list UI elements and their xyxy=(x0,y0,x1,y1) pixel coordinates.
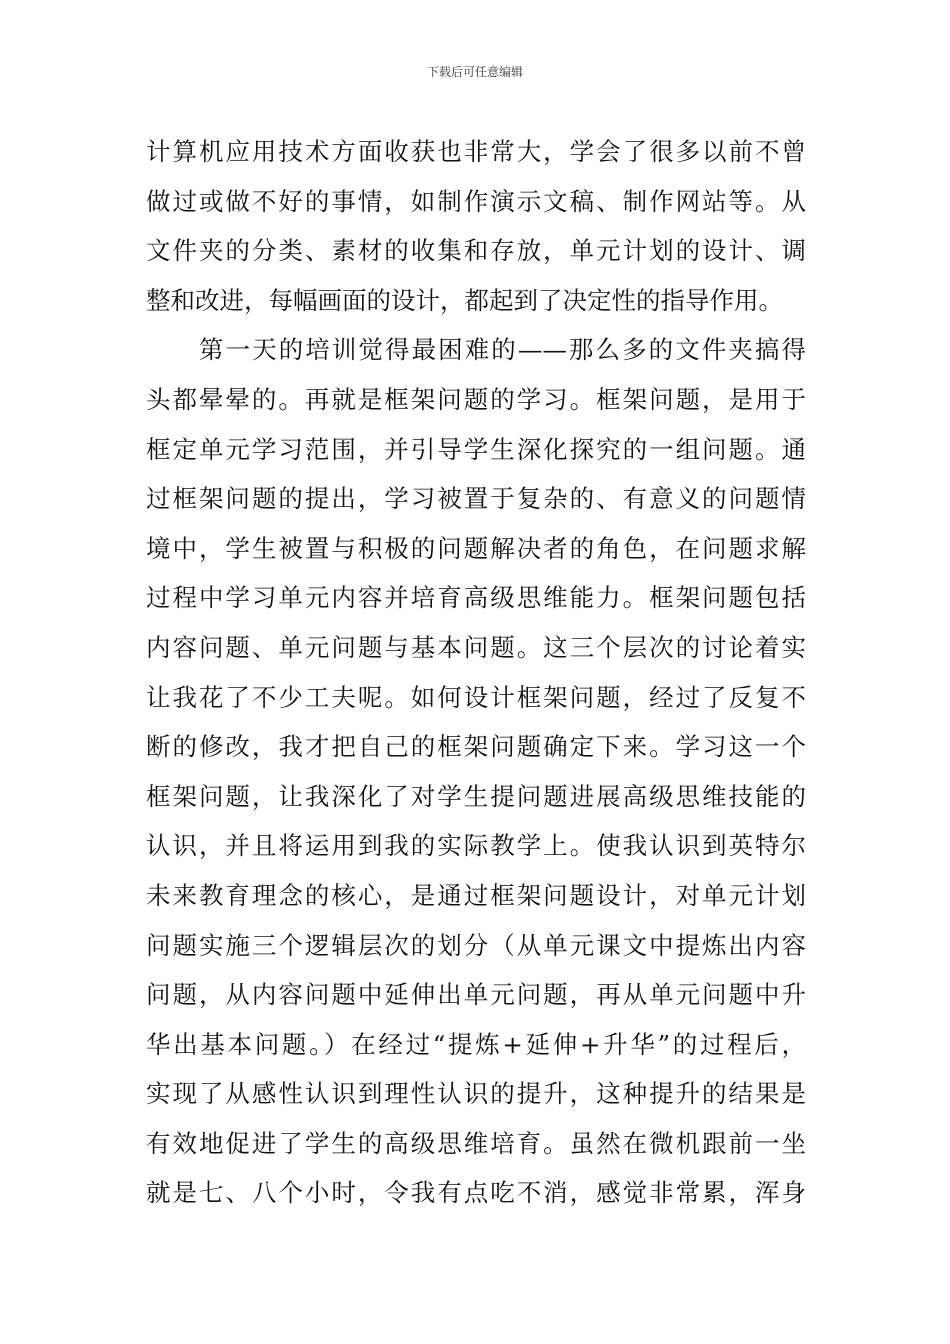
text-line: 境中，学生被置与积极的问题解决者的角色，在问题求解 xyxy=(146,533,806,563)
text-line: 有效地促进了学生的高级思维培育。虽然在微机跟前一坐 xyxy=(146,1128,806,1158)
text-line: 过框架问题的提出，学习被置于复杂的、有意义的问题情 xyxy=(146,484,806,514)
text-line: 问题，从内容问题中延伸出单元问题，再从单元问题中升 xyxy=(146,980,806,1010)
text-line: 计算机应用技术方面收获也非常大，学会了很多以前不曾 xyxy=(146,137,806,166)
text-line: 过程中学习单元内容并培育高级思维能力。框架问题包括 xyxy=(146,583,806,613)
text-line: 整和改进，每幅画面的设计，都起到了决定性的指导作用。 xyxy=(146,285,783,315)
text-line: 就是七、八个小时，令我有点吃不消，感觉非常累，浑身 xyxy=(146,1178,806,1208)
text-line: 做过或做不好的事情，如制作演示文稿、制作网站等。从 xyxy=(146,186,806,216)
text-line: 未来教育理念的核心，是通过框架问题设计，对单元计划 xyxy=(146,880,806,910)
text-line: 问题实施三个逻辑层次的划分（从单元课文中提炼出内容 xyxy=(146,930,806,960)
document-body xyxy=(146,127,806,1218)
text-line: 头都晕晕的。再就是框架问题的学习。框架问题，是用于 xyxy=(146,384,806,414)
text-line: 内容问题、单元问题与基本问题。这三个层次的讨论着实 xyxy=(146,632,806,662)
text-line: 华出基本问题。）在经过“提炼+延伸+升华”的过程后， xyxy=(146,1029,806,1059)
text-line: 文件夹的分类、素材的收集和存放，单元计划的设计、调 xyxy=(146,236,806,266)
text-line: 让我花了不少工夫呢。如何设计框架问题，经过了反复不 xyxy=(146,682,806,712)
paragraph xyxy=(146,127,806,325)
text-line: 认识，并且将运用到我的实际教学上。使我认识到英特尔 xyxy=(146,831,806,861)
text-line: 框架问题，让我深化了对学生提问题进展高级思维技能的 xyxy=(146,781,806,811)
text-line: 框定单元学习范围，并引导学生深化探究的一组问题。通 xyxy=(146,434,806,464)
text-line: 断的修改，我才把自己的框架问题确定下来。学习这一个 xyxy=(146,732,806,762)
text-line: 实现了从感性认识到理性认识的提升，这种提升的结果是 xyxy=(146,1079,806,1109)
paragraph xyxy=(146,325,806,1218)
page-header: 下载后可任意编辑 xyxy=(426,65,523,79)
text-line: 第一天的培训觉得最困难的——那么多的文件夹搞得 xyxy=(199,335,806,365)
